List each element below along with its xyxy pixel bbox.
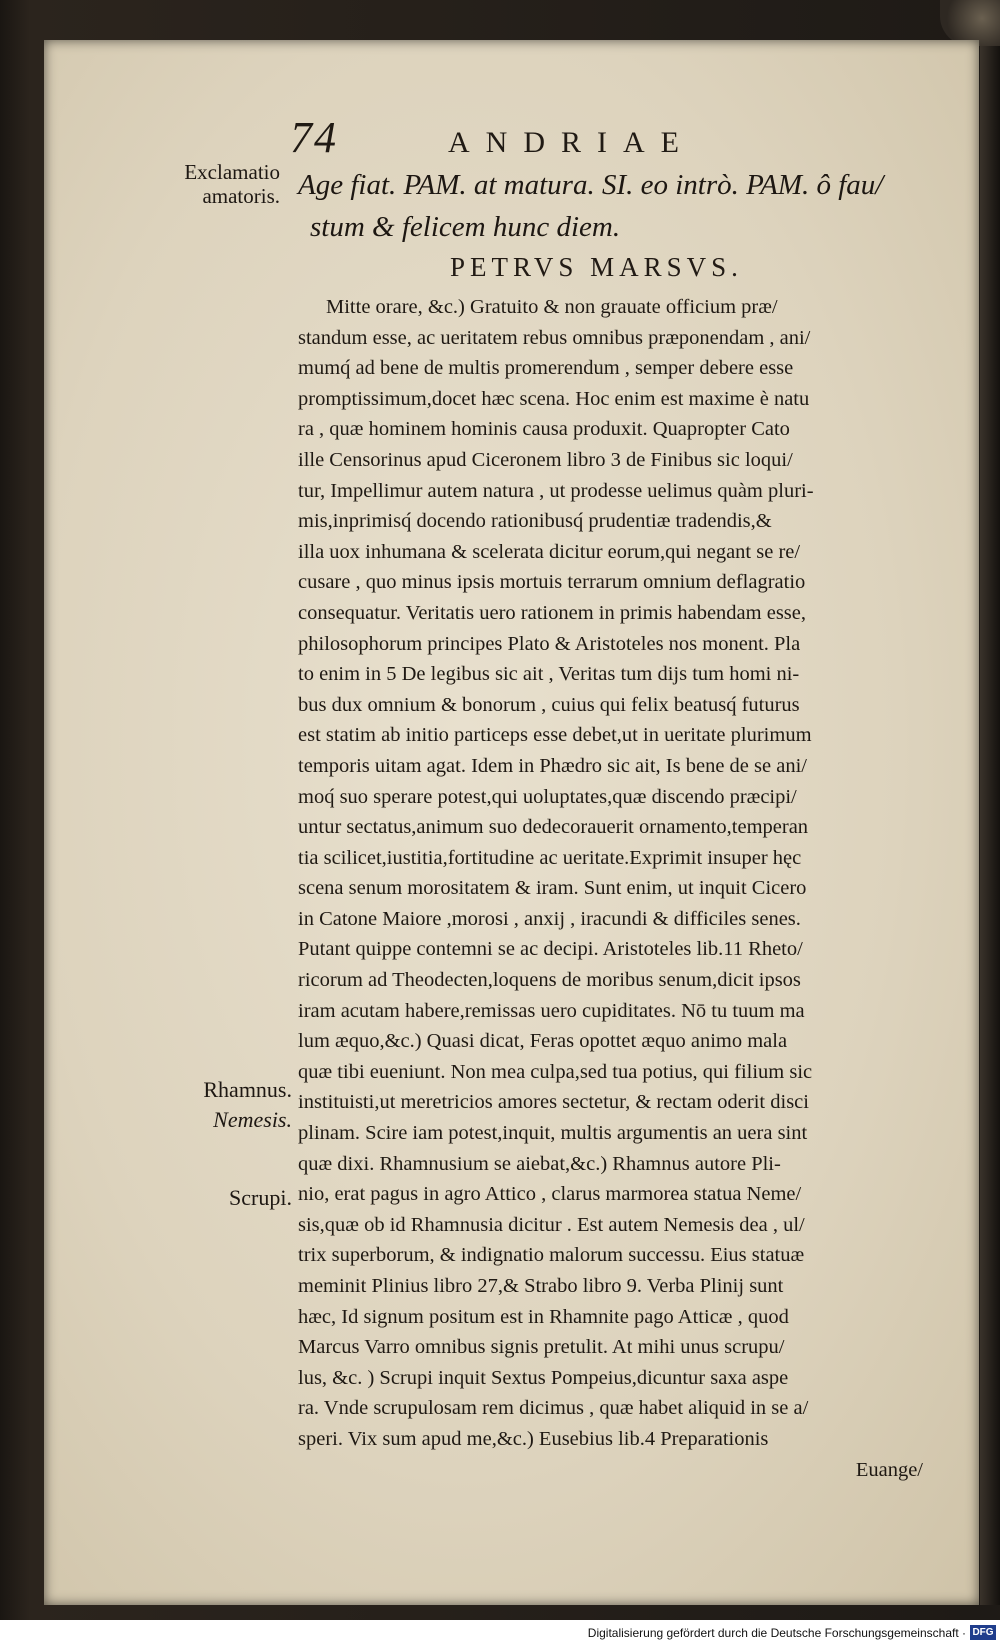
text-line: Mitte orare, &c.) Gratuito & non grauate officium præ/ [326, 296, 778, 318]
text-line: scena senum morositatem & iram. Sunt enim, ut inquit Cicero [298, 877, 807, 900]
text-line: promptissimum,docet hæc scena. Hoc enim est maxime è natu [298, 387, 810, 410]
text-line: instituisti,ut meretricios amores sectetur, & rectam oderit disci [298, 1091, 809, 1114]
text-line: quæ tibi eueniunt. Non mea culpa,sed tua potius, qui filium sic [298, 1060, 813, 1083]
text-line: ricorum ad Theodecten,loquens de moribus senum,dicit ipsos [298, 969, 801, 992]
text-line: quæ dixi. Rhamnusium se aiebat,&c.) Rhamnus autore Pli- [298, 1152, 781, 1175]
digitization-footer [0, 1620, 1000, 1648]
margin-note-exclamatio [140, 160, 280, 208]
text-line: moq́ suo sperare potest,qui uoluptates,quæ discendo præcipi/ [298, 785, 797, 808]
text-line: speri. Vix sum apud me,&c.) Eusebius lib.4 Preparationis [298, 1427, 769, 1450]
text-line: bus dux omnium & bonorum , cuius qui felix beatusq́ futurus [298, 693, 800, 716]
page-number: 74 [290, 113, 338, 162]
text-line: est statim ab initio particeps esse debet,ut in ueritate plurimum [298, 724, 812, 747]
text-line: in Catone Maiore ,morosi , anxij , iracundi & difficiles senes. [298, 907, 801, 930]
text-line: lum æquo,&c.) Quasi dicat, Feras opottet æquo animo mala [298, 1030, 788, 1053]
text-line: untur sectatus,animum suo dedecorauerit ornamento,temperan [298, 816, 809, 839]
section-title: PETRVS MARSVS. [450, 252, 743, 282]
page-header [290, 112, 790, 162]
text-line: hæc, Id signum positum est in Rhamnite pago Atticæ , quod [298, 1305, 789, 1328]
text-line: tur, Impellimur autem natura , ut prodesse uelimus quàm pluri- [298, 479, 814, 502]
text-line: lus, &c. ) Scrupi inquit Sextus Pompeius,dicuntur saxa aspe [298, 1366, 789, 1389]
text-line: mumq́ ad bene de multis promerendum , semper debere esse [298, 357, 794, 380]
page-edge [980, 40, 1000, 1605]
margin-note-nemesis: Nemesis. [213, 1107, 292, 1132]
text-line: trix superborum, & indignatio malorum successu. Eius statuæ [298, 1244, 805, 1267]
text-line: temporis uitam agat. Idem in Phædro sic ait, Is bene de se ani/ [298, 754, 807, 777]
footer-credit: Digitalisierung gefördert durch die Deutsche Forschungsgemeinschaft · [587, 1626, 966, 1640]
text-line: Marcus Varro omnibus signis pretulit. At mihi unus scrupu/ [298, 1336, 785, 1359]
margin-note-line: Exclamatio [184, 160, 280, 184]
margin-note-rhamnus: Rhamnus. [203, 1077, 292, 1102]
text-line: consequatur. Veritatis uero rationem in primis habendam esse, [298, 601, 807, 624]
text-line: meminit Plinius libro 27,& Strabo libro 9. Verba Plinij sunt [298, 1275, 784, 1297]
verse-line: stum & felicem hunc diem. [310, 211, 621, 243]
verse-block [298, 164, 938, 248]
text-line: sis,quæ ob id Rhamnusia dicitur . Est autem Nemesis dea , ul/ [298, 1213, 805, 1236]
text-line: ra. Vnde scrupulosam rem dicimus , quæ habet aliquid in se a/ [298, 1397, 809, 1420]
body-text [298, 292, 923, 1485]
running-head: ANDRIAE [448, 126, 695, 159]
text-line: illa uox inhumana & scelerata dicitur eorum,qui negant se re/ [298, 540, 801, 563]
text-line: plinam. Scire iam potest,inquit, multis argumentis an uera sint [298, 1122, 808, 1145]
catchword: Euange/ [855, 1458, 923, 1481]
verse-line: Age fiat. PAM. at matura. SI. eo intrò. PAM. ô fau/ [298, 169, 884, 201]
text-line: iram acutam habere,remissas uero cupiditates. Nō tu tuum ma [298, 999, 805, 1022]
dfg-logo: DFG [970, 1625, 996, 1640]
text-line: tia scilicet,iustitia,fortitudine ac ueritate.Exprimit insuper hęc [298, 846, 802, 869]
text-line: Putant quippe contemni se ac decipi. Aristoteles lib.11 Rheto/ [298, 938, 803, 961]
margin-note-scrupi: Scrupi. [229, 1185, 292, 1210]
text-line: standum esse, ac ueritatem rebus omnibus præponendam , ani/ [298, 326, 811, 349]
margin-note-line: amatoris. [202, 184, 280, 208]
text-line: ille Censorinus apud Ciceronem libro 3 de Finibus sic loqui/ [298, 448, 793, 471]
text-line: cusare , quo minus ipsis mortuis terrarum omnium deflagratio [298, 571, 806, 594]
text-line: philosophorum principes Plato & Aristoteles nos monent. Pla [298, 632, 801, 655]
text-line: nio, erat pagus in agro Attico , clarus marmorea statua Neme/ [298, 1183, 802, 1206]
text-line: ra , quæ hominem hominis causa produxit. Quapropter Cato [298, 418, 790, 441]
text-line: to enim in 5 De legibus sic ait , Veritas tum dijs tum homi ni- [298, 663, 800, 686]
text-line: mis,inprimisq́ docendo rationibusq́ prudentiæ tradendis,& [298, 510, 772, 533]
